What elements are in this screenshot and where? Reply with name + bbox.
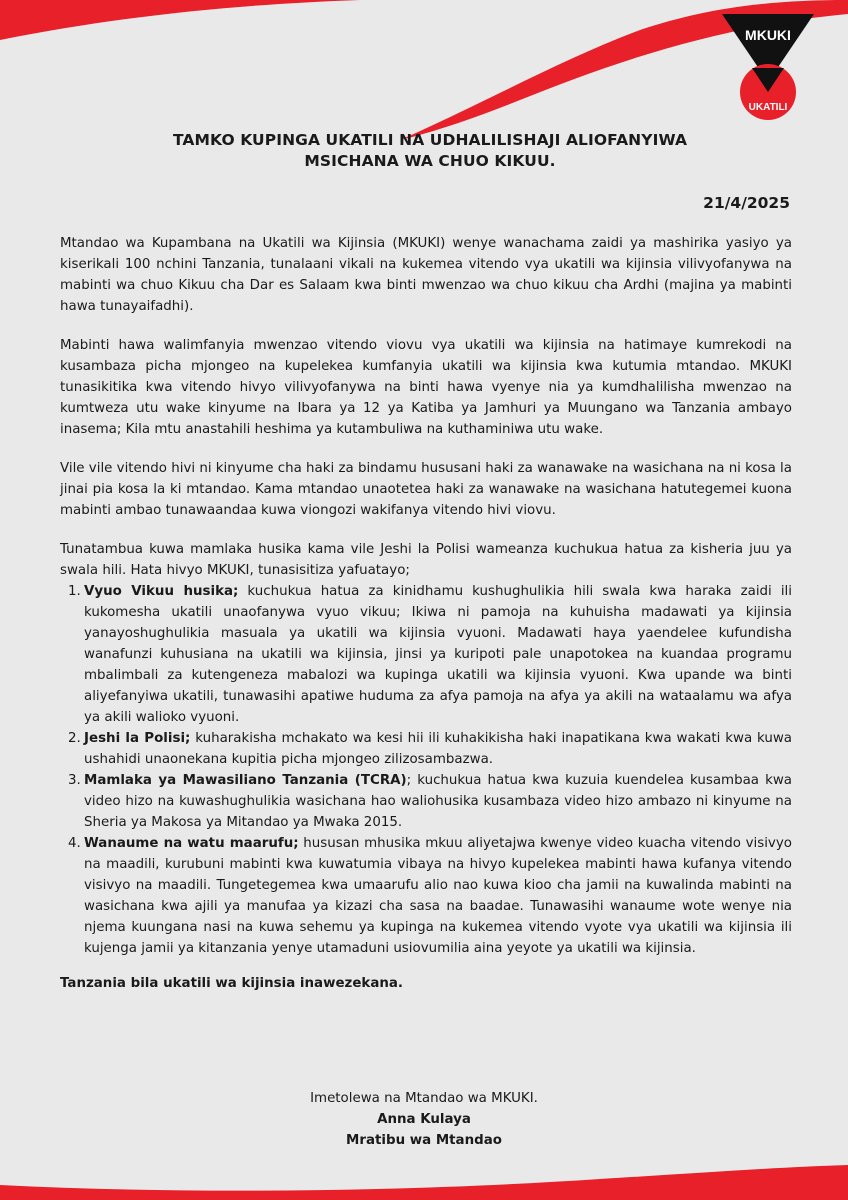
red-swoosh-footer — [0, 1165, 848, 1200]
title-line-2: MSICHANA WA CHUO KIKUU. — [304, 152, 556, 170]
paragraph-rights: Vile vile vitendo hivi ni kinyume cha haki za bindamu hususani haki za wanawake na wasichana na ni kosa la jinai pia kosa la ki mtandao. Kama mtandao unaotetea haki za wanawake na wasichana hatutegemei kuona mabinti ambao tunawaandaa kuwa viongozi wakifanya vitendo hivi viovu. — [60, 461, 792, 518]
document-date: 21/4/2025 — [703, 194, 790, 212]
signatory-name: Anna Kulaya — [377, 1112, 471, 1127]
list-heading: Wanaume na watu maarufu; — [84, 836, 299, 851]
list-number: 2. — [68, 731, 81, 746]
red-swoosh-left — [0, 0, 360, 40]
list-number: 1. — [68, 584, 81, 599]
issued-by: Imetolewa na Mtandao wa MKUKI. — [310, 1091, 538, 1106]
list-number: 4. — [68, 836, 81, 851]
signature-block — [0, 1088, 848, 1151]
red-swoosh-footer-band — [0, 1165, 848, 1200]
mkuki-logo — [712, 10, 824, 122]
list-text: kuchukua hatua za kinidhamu kushughulikia hili swala kwa haraka zaidi ili kukomesha ukatili unaofanywa vyuo vikuu; Ikiwa ni pamoja na kuhuisha madawati ya kijinsia yanayoshughulikia masuala ya ukatili wa kijinsia vyuoni. Madawati haya yaendelee kufundisha wanafunzi kuhusiana na ukatili wa kijinsia, jinsi ya kuripoti pale unapotokea na kuandaa programu mbalimbali za kutengeneza mabalozi wa kupinga ukatili wa kijinsia vyuoni. Kwa upande wa binti aliyefanyiwa ukatili, tunawasihi apatiwe huduma za afya pamoja na afya ya akili na wataalamu wa afya ya akili walioko vyuoni. — [84, 584, 792, 725]
list-item — [60, 770, 792, 833]
list-item — [60, 728, 792, 770]
list-number: 3. — [68, 773, 81, 788]
paragraph-demands-intro: Tunatambua kuwa mamlaka husika kama vile Jeshi la Polisi wameanza kuchukua hatua za kisheria juu ya swala hili. Hata hivyo MKUKI, tunasisitiza yafuatayo; — [60, 542, 792, 578]
logo-top-text: MKUKI — [745, 27, 791, 43]
logo-bottom-text: UKATILI — [748, 102, 788, 113]
list-heading: Mamlaka ya Mawasiliano Tanzania (TCRA) — [84, 773, 407, 788]
list-heading: Vyuo Vikuu husika; — [84, 584, 239, 599]
list-item — [60, 833, 792, 959]
list-heading: Jeshi la Polisi; — [84, 731, 191, 746]
closing-statement: Tanzania bila ukatili wa kijinsia inawezekana. — [60, 976, 404, 991]
list-text: ; kuchukua hatua kwa kuzuia kuendelea kusambaa kwa video hizo na kuwashughulikia wasichana hao waliohusika kusambaza video hizo ambazo ni kinyume na Sheria ya Makosa ya Mitandao ya Mwaka 2015. — [84, 773, 792, 830]
signatory-role: Mratibu wa Mtandao — [346, 1133, 502, 1148]
list-text: kuharakisha mchakato wa kesi hii ili kuhakikisha haki inapatikana kwa wakati kwa kuwa ushahidi unaonekana kupitia picha mjongeo zilizosambazwa. — [84, 731, 792, 767]
title-line-1: TAMKO KUPINGA UKATILI NA UDHALILISHAJI ALIOFANYIWA — [172, 131, 688, 149]
paragraph-intro: Mtandao wa Kupambana na Ukatili wa Kijinsia (MKUKI) wenye wanachama zaidi ya mashirika yasiyo ya kiserikali 100 nchini Tanzania, tunalaani vikali na kukemea vitendo vya ukatili wa kijinsia vilivyofanywa na mabinti wa chuo Kikuu cha Dar es Salaam kwa binti mwenzao wa chuo kikuu cha Ardhi (majina ya mabinti hawa tunayaifadhi). — [60, 236, 792, 314]
document-title — [90, 130, 770, 172]
paragraph-incident: Mabinti hawa walimfanyia mwenzao vitendo viovu vya ukatili wa kijinsia na hatimaye kumrekodi na kusambaza picha mjongeo na kupelekea kumfanyia ukatili wa kijinsia kwa kutumia mtandao. MKUKI tunasikitika kwa vitendo hivyo vilivyofanywa na binti hawa vyenye nia ya kumdhalilisha mwenzao na kumtweza utu wake kinyume na Ibara ya 12 ya Katiba ya Jamhuri ya Muungano wa Tanzania ambayo inasema; Kila mtu anastahili heshima ya kutambuliwa na kuthaminiwa utu wake. — [60, 338, 792, 437]
list-item — [60, 581, 792, 728]
list-text: hususan mhusika mkuu aliyetajwa kwenye video kuacha vitendo visivyo na maadili, kurubuni mabinti kwa kuwatumia vibaya na hivyo kupelekea mabinti hawa kufanya vitendo visivyo na maadili. Tungetegemea kwa umaarufu alio nao kuwa kioo cha jamii na kuwalinda mabinti na wasichana kwa ajili ya manufaa ya kizazi cha sasa na baadae. Tunawasihi wanaume wote wenye nia njema kuungana nasi na kuwa sehemu ya kupinga na kukemea vitendo vyote vya ukatili wa kijinsia ili kujenga jamii ya kitanzania yenye utamaduni usiovumilia aina yeyote ya ukatili wa kijinsia. — [84, 836, 792, 956]
demands-list — [60, 581, 792, 959]
document-body — [60, 233, 792, 994]
